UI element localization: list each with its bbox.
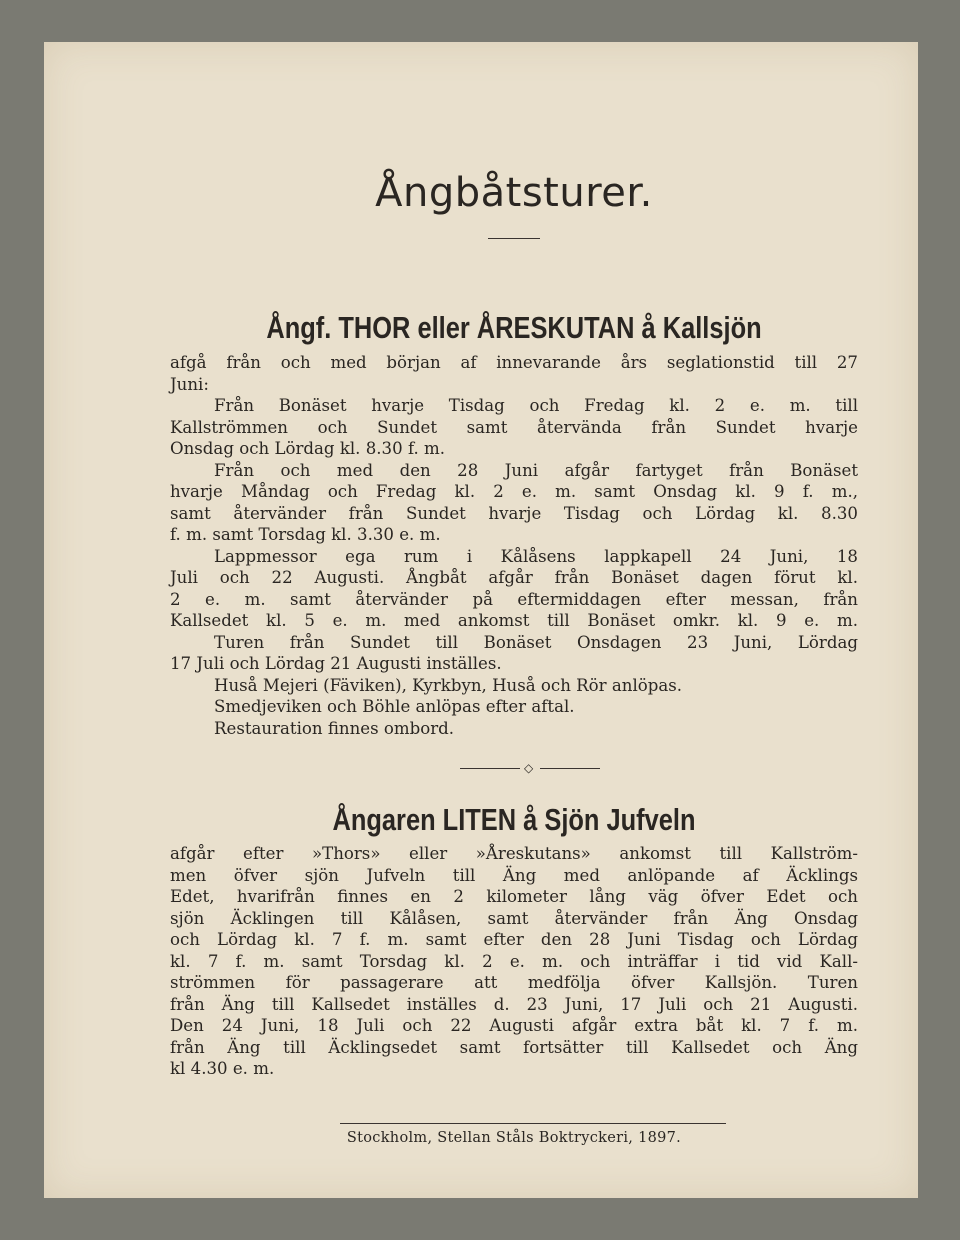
- text-line: men öfver sjön Jufveln till Äng med anlöpande af Äcklings: [170, 865, 858, 885]
- text-line: sjön Äcklingen till Kålåsen, samt återvänder från Äng Onsdag: [170, 908, 858, 928]
- text-line: 2 e. m. samt återvänder på eftermiddagen efter messan, från: [170, 589, 858, 609]
- document-page: [44, 42, 918, 1198]
- divider-diamond-icon: ◇: [524, 761, 534, 775]
- page-title: Ångbåtsturer.: [375, 170, 653, 216]
- text-line: Den 24 Juni, 18 Juli och 22 Augusti afgår extra båt kl. 7 f. m.: [170, 1016, 858, 1035]
- text-line: afgår efter »Thors» eller »Åreskutans» ankomst till Kallström-: [170, 844, 858, 863]
- text-line: f. m. samt Torsdag kl. 3.30 e. m.: [170, 525, 441, 544]
- text-line: Kallströmmen och Sundet samt återvända från Sundet hvarje: [170, 417, 858, 437]
- text-line: 17 Juli och Lördag 21 Augusti inställes.: [170, 654, 502, 673]
- section1-body: [170, 352, 858, 739]
- title-rule: [488, 238, 540, 239]
- section1-heading: Ångf. THOR eller ÅRESKUTAN å Kallsjön: [266, 310, 762, 345]
- text-line: Restauration finnes ombord.: [214, 718, 455, 738]
- text-line: Från och med den 28 Juni afgår fartyget från Bonäset: [214, 460, 858, 480]
- text-line: hvarje Måndag och Fredag kl. 2 e. m. samt Onsdag kl. 9 f. m.,: [170, 482, 858, 501]
- text-line: och Lördag kl. 7 f. m. samt efter den 28 Juni Tisdag och Lördag: [170, 930, 858, 949]
- text-line: från Äng till Kallsedet inställes d. 23 Juni, 17 Juli och 21 Augusti.: [170, 994, 858, 1014]
- text-line: kl. 7 f. m. samt Torsdag kl. 2 e. m. och inträffar i tid vid Kall-: [170, 951, 858, 971]
- footer-rule: [340, 1123, 726, 1124]
- text-line: samt återvänder från Sundet hvarje Tisdag och Lördag kl. 8.30: [170, 503, 858, 523]
- section2-body: [170, 843, 858, 1080]
- text-line: Huså Mejeri (Fäviken), Kyrkbyn, Huså och Rör anlöpas.: [214, 675, 683, 695]
- divider-line-right: [540, 768, 600, 769]
- text-line: strömmen för passagerare att medfölja öfver Kallsjön. Turen: [170, 973, 858, 992]
- text-line: från Äng till Äcklingsedet samt fortsätter till Kallsedet och Äng: [170, 1037, 858, 1057]
- text-line: Smedjeviken och Böhle anlöpas efter aftal.: [214, 697, 575, 716]
- section2-heading: Ångaren LITEN å Sjön Jufveln: [332, 802, 696, 837]
- printer-imprint: Stockholm, Stellan Ståls Boktryckeri, 1897.: [346, 1130, 682, 1146]
- text-line: Juli och 22 Augusti. Ångbåt afgår från Bonäset dagen förut kl.: [170, 568, 858, 587]
- section-divider: [460, 761, 600, 775]
- text-line: Från Bonäset hvarje Tisdag och Fredag kl. 2 e. m. till: [214, 396, 858, 415]
- text-line: Turen från Sundet till Bonäset Onsdagen 23 Juni, Lördag: [214, 632, 858, 652]
- divider-line-left: [460, 768, 520, 769]
- text-line: Juni:: [170, 374, 209, 394]
- text-line: Kallsedet kl. 5 e. m. med ankomst till Bonäset omkr. kl. 9 e. m.: [170, 611, 858, 630]
- text-line: Edet, hvarifrån finnes en 2 kilometer lång väg öfver Edet och: [170, 887, 858, 906]
- text-line: Lappmessor ega rum i Kålåsens lappkapell 24 Juni, 18: [214, 546, 858, 566]
- text-line: kl 4.30 e. m.: [170, 1059, 275, 1078]
- text-line: Onsdag och Lördag kl. 8.30 f. m.: [170, 439, 446, 458]
- text-line: afgå från och med början af innevarande års seglationstid till 27: [170, 353, 858, 372]
